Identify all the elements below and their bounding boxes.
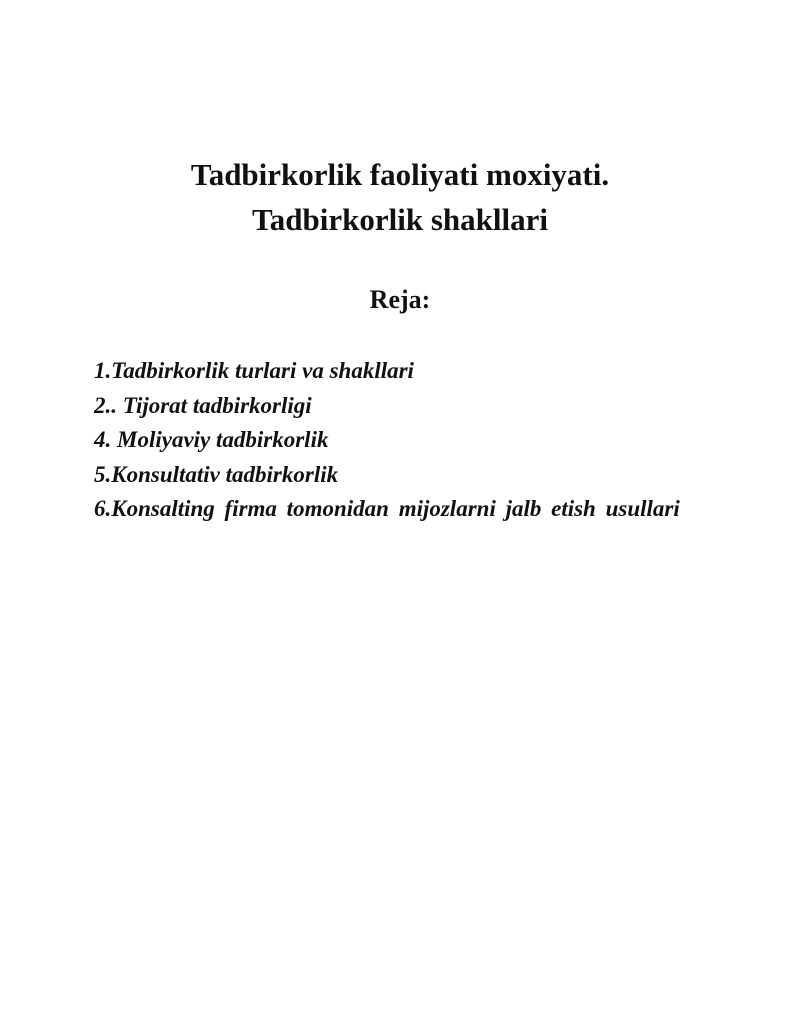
plan-item-3: 4. Moliyaviy tadbirkorlik — [94, 427, 329, 452]
plan-item-2: 2.. Tijorat tadbirkorligi — [94, 392, 312, 418]
title-line-2: Tadbirkorlik shakllari — [251, 202, 549, 237]
plan-item-1: 1.Tadbirkorlik turlari va shakllari — [94, 358, 414, 383]
plan-item-4: 5.Konsultativ tadbirkorlik — [94, 461, 339, 487]
plan-heading: Reja: — [369, 285, 431, 314]
plan-list — [94, 354, 704, 527]
document-title — [0, 152, 800, 242]
plan-item-5: 6.Konsalting firma tomonidan mijozlarni jalb etish usullari — [94, 496, 680, 521]
title-line-1: Tadbirkorlik faoliyati moxiyati. — [190, 157, 610, 192]
